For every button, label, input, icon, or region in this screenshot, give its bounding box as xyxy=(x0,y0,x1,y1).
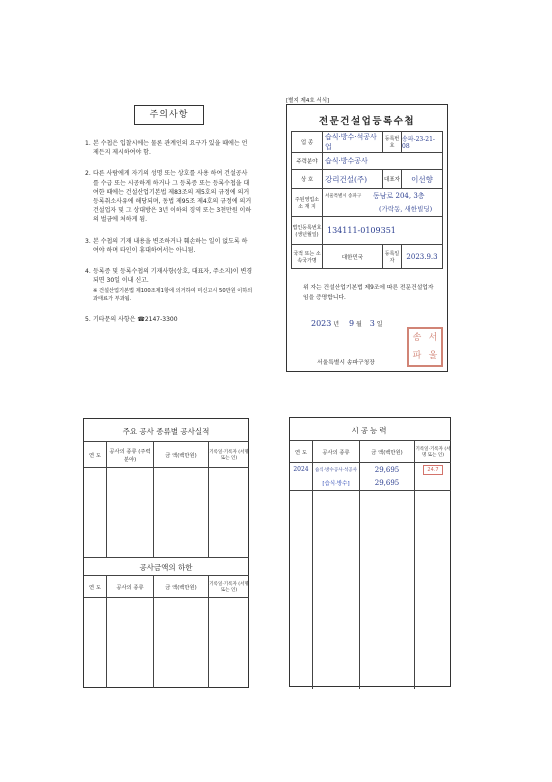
notice-item-number: 4. xyxy=(85,268,91,276)
reg-no-label: 등록번호 xyxy=(383,132,402,153)
capacity-amount-cell: 29,695 xyxy=(360,463,415,477)
capacity-note-cell xyxy=(415,463,452,477)
notice-list xyxy=(85,139,253,325)
notice-item-4 xyxy=(85,267,253,285)
seal-glyph: 서 xyxy=(428,333,438,343)
limit-table xyxy=(84,575,249,688)
date-day-unit: 일 xyxy=(376,321,383,328)
rep-value: 이선향 xyxy=(402,170,443,189)
cert-form-label: [별지 제4호 서식] xyxy=(286,98,330,104)
records-cell xyxy=(84,468,107,558)
date-day: 3 xyxy=(369,319,375,328)
notice-footnote xyxy=(85,287,253,303)
seal-glyph: 울 xyxy=(428,351,438,361)
official-seal xyxy=(407,327,443,367)
capacity-type-cell: 습식·방수공사·석공사 xyxy=(313,463,360,477)
notice-title: 주의사항 xyxy=(134,105,204,125)
business-value: 습식·방수·석공사업 xyxy=(323,132,383,153)
col-amount-header: 금 액(백만원) xyxy=(360,441,415,463)
cert-statement: 위 자는 건설산업기본법 제9조에 따른 전문건설업자임을 증명합니다. xyxy=(303,285,434,301)
address-sub: (가락동, 새한빌딩) xyxy=(379,205,433,213)
notice-item-text: 등록증 및 등록수첩의 기재사항(상호, 대표자, 주소지)이 변경되면 30일 이내 신고. xyxy=(93,268,253,285)
notice-item-1 xyxy=(85,139,253,157)
nation-label: 국적 또는 소속국가명 xyxy=(292,245,323,269)
limit-cell xyxy=(209,598,250,688)
limit-cell xyxy=(84,598,107,688)
notice-item-text: ※ 건설산업기본법 제100조제1항에 의거하여 미신고시 50만원 이하의 과태료가 부과됨. xyxy=(93,288,253,303)
limit-title: 공사금액의 하한 xyxy=(139,563,193,572)
col-year-header: 연 도 xyxy=(84,442,107,468)
records-cell xyxy=(209,468,250,558)
capacity-cell xyxy=(313,491,360,689)
notice-item-2 xyxy=(85,169,253,224)
notice-panel xyxy=(79,97,256,363)
notice-item-text: 다른 사람에게 자기의 성명 또는 상호를 사용 하여 건설공사를 수급 또는 시공하게 하거나 그 등록증 또는 등록수첩을 대여한 때에는 건설산업기본법 제83조의 제5호의 규정에 의거 등록취소사유에 해당되며, 동법 제95조 제4호의 규정에 의거 건설업자 및 그 상대방은 3년 이하의 징역 또는 3천만원 이하의 벌금에 처하게 됨. xyxy=(93,170,252,224)
capacity-cell xyxy=(360,491,415,689)
capacity-year-cell xyxy=(290,477,313,491)
col-note-header: 기록일·기록자 (서명 또는 인) xyxy=(209,442,250,468)
notice-item-text: 기타문의 사항은 ☎2147-3300 xyxy=(93,316,178,324)
col-amount-header: 금 액(백만원) xyxy=(154,576,209,598)
col-note-header: 기록일·기록자 (서명 또는 인) xyxy=(415,441,452,463)
record-stamp: 24.7 xyxy=(423,465,442,475)
notice-item-5 xyxy=(85,315,253,324)
col-note-header: 기록일·기록자 (서명 또는 인) xyxy=(209,576,250,598)
capacity-year-cell: 2024 xyxy=(290,463,313,477)
col-year-header: 연 도 xyxy=(84,576,107,598)
nation-value: 대한민국 xyxy=(323,245,383,269)
records-cell xyxy=(107,468,154,558)
notice-item-number: 5. xyxy=(85,316,91,324)
rep-label: 대표자 xyxy=(383,170,402,189)
address-label: 주된영업소 소 재 지 xyxy=(292,189,323,217)
capacity-type-cell: [습식·방수] xyxy=(313,477,360,491)
records-panel xyxy=(83,418,249,688)
reg-no-value: 송파-23-21-08 xyxy=(402,132,443,153)
address-cell xyxy=(323,189,443,217)
notice-item-number: 2. xyxy=(85,170,91,178)
date-year-unit: 년 xyxy=(333,321,340,328)
capacity-amount-cell: 29,695 xyxy=(360,477,415,491)
address-city: 서울특별시 송파구 xyxy=(325,194,362,199)
seal-glyph: 송 xyxy=(412,333,422,343)
business-label: 업 종 xyxy=(292,132,323,153)
certificate-panel xyxy=(286,104,448,372)
records-title: 주요 공사 종류별 공사실적 xyxy=(122,427,210,436)
col-type-header: 공사의 종류 xyxy=(313,441,360,463)
capacity-panel xyxy=(289,417,451,687)
seal-glyph: 파 xyxy=(412,351,422,361)
cert-date xyxy=(311,319,421,328)
notice-item-number: 3. xyxy=(85,237,91,245)
records-table xyxy=(84,441,249,558)
cert-issuer: 서울특별시 송파구청장 xyxy=(317,360,375,366)
cert-info-table xyxy=(291,131,443,269)
capacity-cell xyxy=(290,491,313,689)
col-type-header: 공사의 종류 xyxy=(107,576,154,598)
corp-no-value: 134111-0109351 xyxy=(323,217,443,245)
notice-item-text: 본 수첩의 기재 내용을 변조하거나 훼손하는 일이 없도록 하여야 하며 타인이 휴대하여서는 아니됨. xyxy=(93,237,248,254)
col-type-header: 공사의 종류 (주력분야) xyxy=(107,442,154,468)
notice-item-text: 본 수첩은 입찰시에는 물론 관계인의 요구가 있을 때에는 언제든지 제시하여야 함. xyxy=(93,140,248,157)
col-amount-header: 금 액(백만원) xyxy=(154,442,209,468)
notice-item-3 xyxy=(85,237,253,255)
date-month-unit: 월 xyxy=(356,321,362,328)
reg-date-value: 2023.9.3 xyxy=(402,245,443,269)
date-year: 2023 xyxy=(311,319,332,328)
capacity-table xyxy=(290,440,451,689)
capacity-note-cell xyxy=(415,477,452,491)
cert-title: 전문건설업등록수첩 xyxy=(318,116,416,127)
notice-item-number: 1. xyxy=(85,140,91,147)
capacity-cell xyxy=(415,491,452,689)
address-value: 동남로 204, 3층 xyxy=(373,192,425,200)
date-month: 9 xyxy=(349,319,355,328)
reg-date-label: 등록일자 xyxy=(383,245,402,269)
trade-name-label: 상 호 xyxy=(292,170,323,189)
limit-cell xyxy=(107,598,154,688)
corp-no-label: 법인등록번호 (생년월일) xyxy=(292,217,323,245)
trade-name-value: 강리건설(주) xyxy=(323,170,383,189)
main-field-value: 습식·방수공사 xyxy=(323,153,443,170)
col-year-header: 연 도 xyxy=(290,441,313,463)
records-cell xyxy=(154,468,209,558)
capacity-title: 시공능력 xyxy=(351,426,389,435)
main-field-label: 주력분야 xyxy=(292,153,323,170)
limit-cell xyxy=(154,598,209,688)
